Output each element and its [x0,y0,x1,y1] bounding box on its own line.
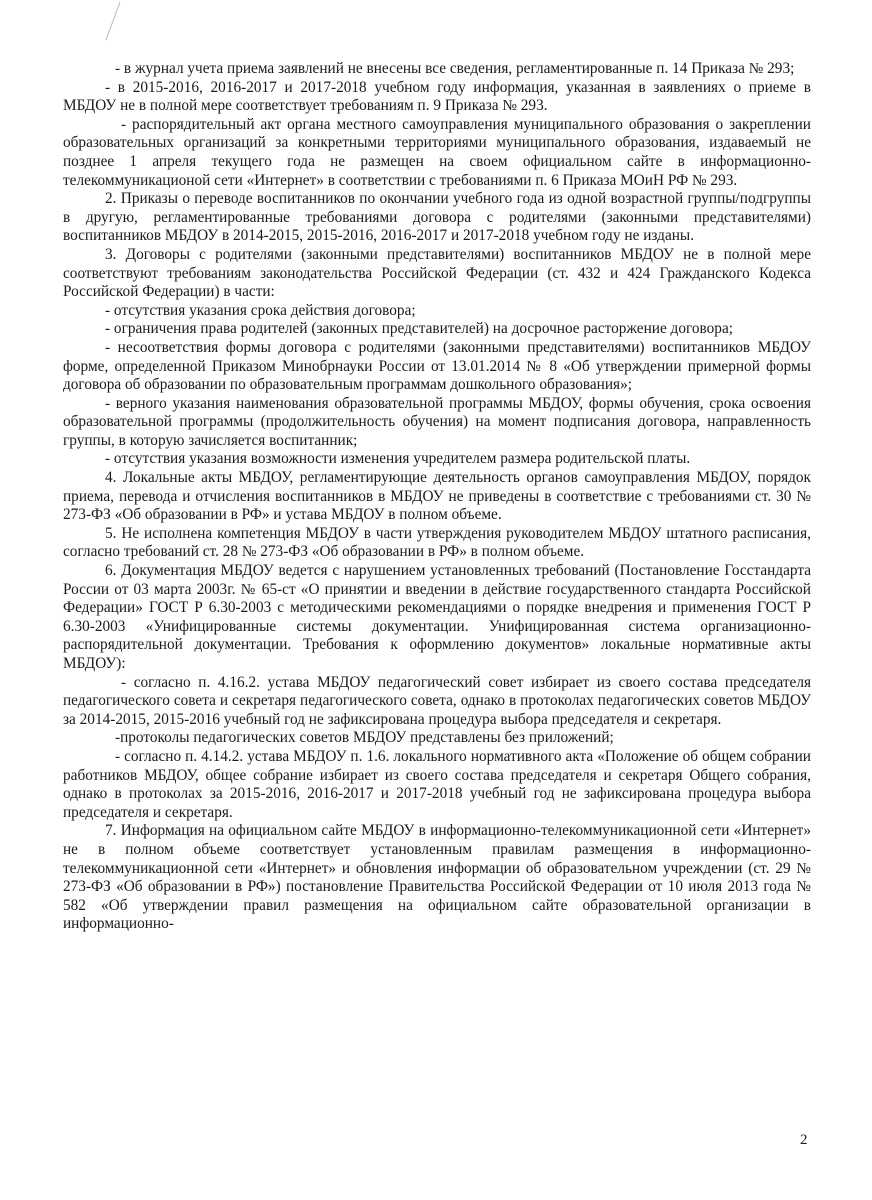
paragraph: - в журнал учета приема заявлений не внесены все сведения, регламентированные п. 14 Приказа № 293; [115,60,795,77]
paragraph: - распорядительный акт органа местного самоуправления муниципального образования о закреплении образовательных организаций за конкретными территориями муниципального образования, издаваемый не позднее 1 апреля текущего года не размещен на своем официальном сайте в информационно-телекоммуникационой сети «Интернет» в соответствии с требованиями п. 6 Приказа МОиН РФ № 293. [63,115,811,189]
scan-edge-mark [58,0,138,60]
paragraph: - в 2015-2016, 2016-2017 и 2017-2018 учебном году информация, указанная в заявлениях о приеме в МБДОУ не в полной мере соответствует требованиям п. 9 Приказа № 293. [63,78,811,115]
page-number: 2 [800,1132,808,1148]
paragraph: 6. Документация МБДОУ ведется с нарушением установленных требований (Постановление Госстандарта России от 03 марта 2003г. № 65-ст «О принятии и введении в действие государственного стандарта Российской Федерации» ГОСТ Р 6.30-2003 с методическими рекомендациями о порядке внедрения и применения ГОСТ Р 6.30-2003 «Унифицированные системы документации. Унифицированная система организационно-распорядительной документации. Требования к оформлению документов» локальные нормативные акты МБДОУ): [63,562,811,672]
paragraph: - отсутствия указания срока действия договора; [105,301,416,319]
paragraph: -протоколы педагогических советов МБДОУ представлены без приложений; [115,729,614,747]
paragraph: 3. Договоры с родителями (законными представителями) воспитанников МБДОУ не в полной мере соответствуют требованиям законодательства Российской Федерации (ст. 432 и 424 Гражданского Кодекса Российской Федерации) в части: [63,245,811,301]
paragraph: 2. Приказы о переводе воспитанников по окончании учебного года из одной возрастной группы/подгруппы в другую, регламентированные требованиями договора с родителями (законными представителями) воспитанников МБДОУ в 2014-2015, 2015-2016, 2016-2017 и 2017-2018 учебном году не изданы. [63,190,811,245]
paragraph: 4. Локальные акты МБДОУ, регламентирующие деятельность органов самоуправления МБДОУ, порядок приема, перевода и отчисления воспитанников в МБДОУ не приведены в соответствие с требованиями ст. 30 № 273-ФЗ «Об образовании в РФ» и устава МБДОУ в полном объеме. [63,469,811,524]
document-body [63,60,811,934]
paragraph: - несоответствия формы договора с родителями (законными представителями) воспитанников МБДОУ форме, определенной Приказом Минобрнауки России от 13.01.2014 № 8 «Об утверждении примерной формы договора об образовании по образовательным программам дошкольного образования»; [63,338,811,394]
paragraph: - согласно п. 4.16.2. устава МБДОУ педагогический совет избирает из своего состава председателя педагогического совета и секретаря педагогического совета, однако в протоколах педагогических советов МБДОУ за 2014-2015, 2015-2016 учебный год не зафиксирована процедура выбора председателя и секретаря. [63,673,811,728]
paragraph: - ограничения права родителей (законных представителей) на досрочное расторжение договора; [105,320,733,338]
paragraph: - верного указания наименования образовательной программы МБДОУ, формы обучения, срока освоения образовательной программы (продолжительность обучения) на момент подписания договора, направленность группы, в которую зачисляется воспитанник; [63,394,811,449]
paragraph: 5. Не исполнена компетенция МБДОУ в части утверждения руководителем МБДОУ штатного расписания, согласно требований ст. 28 № 273-ФЗ «Об образовании в РФ» в полном объеме. [63,524,811,561]
paragraph: 7. Информация на официальном сайте МБДОУ в информационно-телекоммуникационной сети «Интернет» не в полном объеме соответствует установленным правилам размещения в информационно-телекоммуникационной сети «Интернет» и обновления информации об образовательном учреждении (ст. 29 № 273-ФЗ «Об образовании в РФ») постановление Правительства Российской Федерации от 10 июля 2013 года № 582 «Об утверждении правил размещения на официальном сайте образовательной организации в информационно- [63,822,811,933]
paragraph: - согласно п. 4.14.2. устава МБДОУ п. 1.6. локального нормативного акта «Положение об общем собрании работников МБДОУ, общее собрание избирает из своего состава председателя и секретаря Общего собрания, однако в протоколах за 2015-2016, 2016-2017 и 2017-2018 учебный год не зафиксирована процедура выбора председателя и секретаря. [63,747,811,821]
paragraph: - отсутствия указания возможности изменения учредителем размера родительской платы. [105,450,691,468]
